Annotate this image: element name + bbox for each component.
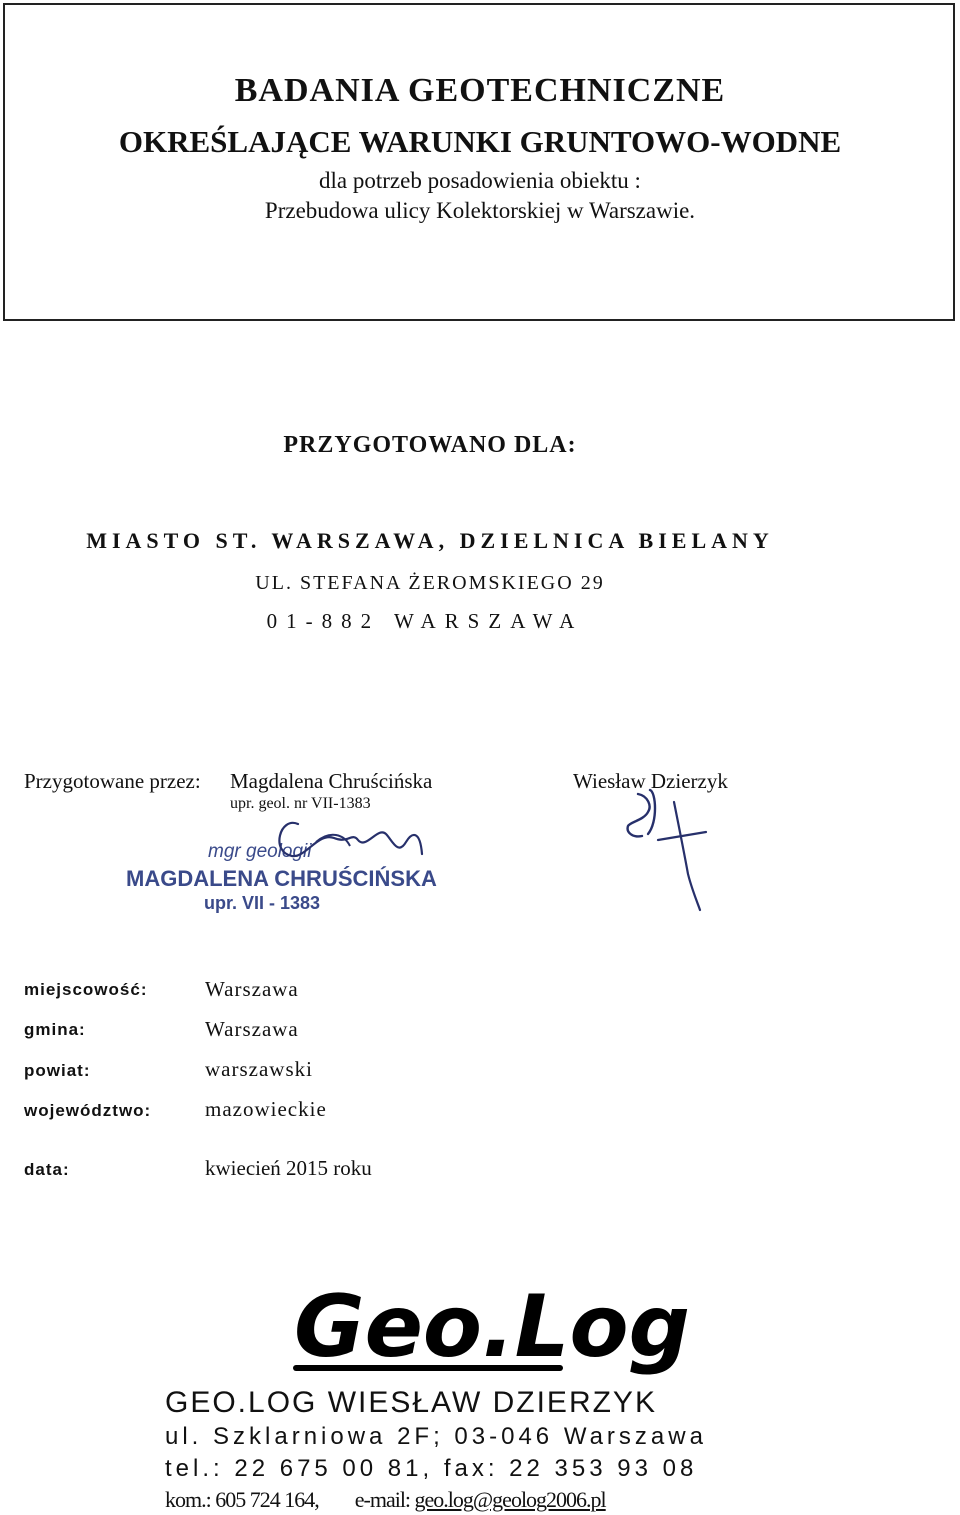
company-contact-line bbox=[165, 1487, 606, 1513]
detail-value-date: kwiecień 2015 roku bbox=[205, 1156, 372, 1180]
client-name: MIASTO ST. WARSZAWA, DZIELNICA BIELANY bbox=[86, 528, 774, 553]
company-mobile: kom.: 605 724 164, bbox=[165, 1487, 319, 1512]
detail-label-commune: gmina: bbox=[24, 1020, 86, 1039]
company-name: GEO.LOG WIESŁAW DZIERZYK bbox=[165, 1386, 657, 1419]
author-1-license: upr. geol. nr VII-1383 bbox=[230, 795, 371, 812]
author-2-signature bbox=[618, 782, 718, 917]
detail-label-voivodeship: województwo: bbox=[24, 1101, 152, 1120]
document-subtitle: OKREŚLAJĄCE WARUNKI GRUNTOWO-WODNE bbox=[118, 124, 842, 159]
project-name: Przebudowa ulicy Kolektorskiej w Warszawie. bbox=[264, 198, 696, 223]
company-logo bbox=[290, 1262, 691, 1382]
stamp-line-3: upr. VII - 1383 bbox=[204, 893, 321, 913]
company-phone: tel.: 22 675 00 81, fax: 22 353 93 08 bbox=[165, 1455, 698, 1482]
detail-label-county: powiat: bbox=[24, 1061, 91, 1080]
logo-text: Geo.Log bbox=[294, 1277, 691, 1377]
document-title: BADANIA GEOTECHNICZNE bbox=[234, 72, 726, 109]
detail-value-county: warszawski bbox=[205, 1057, 313, 1081]
detail-label-locality: miejscowość: bbox=[24, 980, 148, 999]
stamp-line-2: MAGDALENA CHRUŚCIŃSKA bbox=[126, 866, 437, 891]
company-email-label: e-mail: bbox=[354, 1487, 411, 1512]
detail-label-date: data: bbox=[24, 1160, 70, 1179]
title-box bbox=[3, 3, 955, 321]
prepared-by-label: Przygotowane przez: bbox=[24, 769, 201, 793]
company-address: ul. Szklarniowa 2F; 03-046 Warszawa bbox=[165, 1423, 707, 1450]
author-1-signature-stamp bbox=[120, 812, 440, 917]
author-1-name: Magdalena Chruścińska bbox=[230, 769, 433, 793]
company-email-link[interactable]: geo.log@geolog2006.pl bbox=[414, 1487, 606, 1512]
author-2-name: Wiesław Dzierzyk bbox=[573, 769, 728, 793]
stamp-line-1: mgr geologii bbox=[208, 841, 312, 862]
detail-value-locality: Warszawa bbox=[205, 977, 299, 1001]
prepared-for-label: PRZYGOTOWANO DLA: bbox=[283, 432, 577, 458]
client-street: UL. STEFANA ŻEROMSKIEGO 29 bbox=[255, 572, 605, 594]
client-zip-city: 01-882 WARSZAWA bbox=[266, 609, 584, 633]
detail-value-voivodeship: mazowieckie bbox=[205, 1097, 327, 1121]
document-purpose: dla potrzeb posadowienia obiektu : bbox=[319, 168, 641, 193]
detail-value-commune: Warszawa bbox=[205, 1017, 299, 1041]
